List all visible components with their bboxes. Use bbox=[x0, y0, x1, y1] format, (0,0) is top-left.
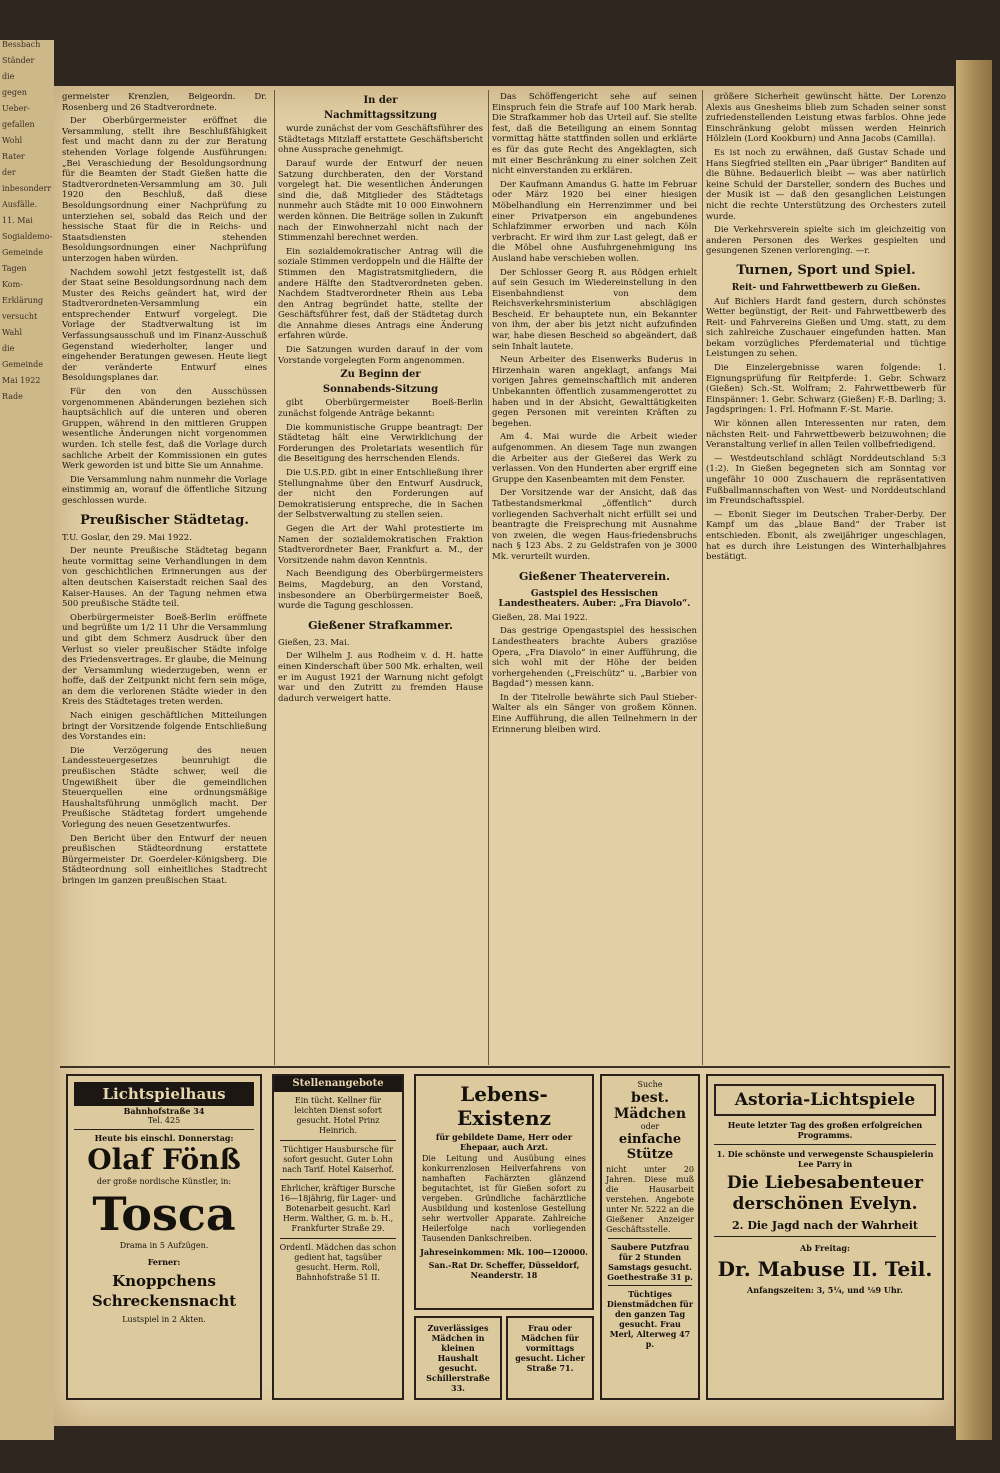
col4-para: — Ebonit Sieger im Deutschen Traber-Derby. Der Kampf um das „blaue Band“ der Traber ist entschieden. Ebonit, als zweijähriger ungeschlagen, hat es durch ihre Leistungen des Winterhalbjahres bestätigt. bbox=[706, 509, 946, 563]
spine-line: Ueber- bbox=[2, 104, 30, 113]
spine-line: Erklärung bbox=[2, 296, 44, 305]
col1-para: Nachdem sowohl jetzt festgestellt ist, daß der Staat seine Besoldungsordnung nach dem Muster des Reichs geändert hat, wird der Stadtverordneten-Versammlung ein entsprechender Entwurf vorgelegt. Die Vorlage der Stadtverwaltung ist im Verfassungsausschuß und im Finanz-Ausschuß Gegenstand wiederholter, langer und eingehender Beratungen gewesen. Heute liegt der veränderte Entwurf eines Besoldungsplanes dar. bbox=[62, 267, 267, 384]
ad-lichtspielhaus bbox=[66, 1074, 262, 1400]
suche-dienst: Tüchtiges Dienstmädchen für den ganzen Tag gesucht. Frau Merl, Alterweg 47 p. bbox=[606, 1289, 694, 1349]
col2-para: gibt Oberbürgermeister Boeß-Berlin zunächst folgende Anträge bekannt: bbox=[278, 398, 483, 420]
column-rule bbox=[702, 90, 703, 1065]
lichtspielhaus-line5: Lustspiel in 2 Akten. bbox=[122, 1315, 206, 1324]
lichtspielhaus-phone: Tel. 425 bbox=[147, 1116, 181, 1125]
col2-para: Die Satzungen wurden darauf in der vom Vorstande vorgelegten Form angenommen. bbox=[278, 345, 483, 366]
ad-lebens-existenz bbox=[414, 1074, 594, 1310]
col1-para: Den Bericht über den Entwurf der neuen preußischen Städteordnung erstattete Bürgermeister Dr. Goerdeler-Königsberg. Die Städteordnung soll einheitliches Stadtrecht bringen im ganzen preußischen Staat. bbox=[62, 833, 267, 886]
sport-subheading: Reit- und Fahrwettbewerb zu Gießen. bbox=[731, 282, 921, 293]
col4-para: Wir können allen Interessenten nur raten, dem nächsten Reit- und Fahrwettbewerb beizuwohnen; die Veranstaltung verlief in allen Teilen vollbefriedigend. bbox=[706, 419, 946, 451]
col1-para: Für den von den Ausschüssen vorgenommenen Abänderungen beziehen sich hauptsächlich auf die unteren und oberen Gruppen, während in den mittleren Gruppen wesentliche Änderungen nicht vorgenommen wurden. Ich stelle fest, daß die Vorlage durch sachliche Arbeit der Kommissionen ein gutes Werk geworden ist und bitte Sie um Annahme. bbox=[62, 387, 267, 472]
col3-para: Der Vorsitzende war der Ansicht, daß das Tatbestandsmerkmal „öffentlich“ durch vorliegenden Sachverhalt nicht erfüllt sei und beantragte die Freisprechung mit Ausnahme von zweien, die wegen Haus-friedensbruchs nach § 123 Abs. 2 zu Geldstrafen von je 3000 Mk. verurteilt wurden. bbox=[492, 488, 697, 562]
ad-suche-maedchen bbox=[600, 1074, 700, 1400]
spine-line: der bbox=[2, 168, 16, 177]
column-rule bbox=[274, 90, 275, 1065]
lichtspielhaus-title: Lichtspielhaus bbox=[74, 1082, 254, 1106]
col3-para: In der Titelrolle bewährte sich Paul Stieber-Walter als ein Sänger von großem Können. Eine Aufführung, die allen Teilnehmern in der Erinnerung bleiben wird. bbox=[492, 692, 697, 735]
col3-dateline: Gießen, 28. Mai 1922. bbox=[492, 612, 588, 623]
column-2 bbox=[278, 92, 483, 1062]
heading-strafkammer: Gießener Strafkammer. bbox=[308, 618, 453, 632]
lichtspielhaus-film: Tosca bbox=[92, 1187, 236, 1241]
col1-dateline: T.U. Goslar, den 29. Mai 1922. bbox=[62, 532, 192, 543]
astoria-line2: 1. Die schönste und verwegenste Schauspielerin Lee Parry in bbox=[716, 1149, 934, 1169]
lichtspielhaus-line2: der große nordische Künstler, in: bbox=[96, 1177, 232, 1186]
suche-sub: oder bbox=[640, 1122, 660, 1131]
spine-line: Rade bbox=[2, 392, 23, 401]
astoria-line4: Ab Freitag: bbox=[800, 1243, 850, 1253]
spine-line: Rater bbox=[2, 152, 25, 161]
column-rule bbox=[488, 90, 489, 1065]
astoria-film2: Dr. Mabuse II. Teil. bbox=[717, 1257, 933, 1281]
col2-para: Der Wilhelm J. aus Rodheim v. d. H. hatte einen Kinderschaft über 500 Mk. erhalten, weil er im August 1921 der Warnung nicht gefolgt war und den Zutritt zu fremden Hause dadurch verweigert hatte. bbox=[278, 651, 483, 704]
stellen-item: Tüchtiger Hausbursche für sofort gesucht. Guter Lohn nach Tarif. Hotel Kaiserhof. bbox=[282, 1145, 394, 1174]
suche-putzfrau: Saubere Putzfrau für 2 Stunden Samstags gesucht. Goethestraße 31 p. bbox=[607, 1242, 693, 1282]
lichtspielhaus-star: Olaf Fönß bbox=[87, 1143, 241, 1176]
column-1 bbox=[62, 92, 267, 1062]
spine-line: Tagen bbox=[2, 264, 27, 273]
lebens-header: Lebens-Existenz bbox=[457, 1082, 551, 1130]
heading-nachmittagssitzung: Nachmittagssitzung bbox=[324, 109, 437, 121]
astoria-times: Anfangszeiten: 3, 5¼, und ⅛9 Uhr. bbox=[747, 1285, 903, 1295]
col4-para: Es ist noch zu erwähnen, daß Gustav Schade und Hans Siegfried stellten ein „Paar übriger“ Banditen auf die Bühne. Bedauerlich bleibt — was aber natürlich keine Schuld der Darsteller, sondern des Buches und der Musik ist — daß den gesanglichen Leistungen nicht die rechte Unterstützung des Orchesters zuteil wurde. bbox=[706, 147, 946, 222]
heading-turnen-sport: Turnen, Sport und Spiel. bbox=[736, 262, 916, 278]
spine-line: die bbox=[2, 72, 15, 81]
ad-stellenangebote bbox=[272, 1074, 404, 1400]
col1-para: Die Versammlung nahm nunmehr die Vorlage einstimmig an, worauf die öffentliche Sitzung geschlossen wurde. bbox=[62, 474, 267, 506]
zuverlaessig-text: Zuverlässiges Mädchen in kleinen Haushalt gesucht. Schillerstraße 33. bbox=[426, 1323, 490, 1393]
col2-intro: In der bbox=[363, 95, 398, 106]
spine-line: Ständer bbox=[2, 56, 35, 65]
spine-line: Gemeinde bbox=[2, 360, 44, 369]
col1-intro: germeister Krenzlen, Beigeordn. Dr. Rosenberg und 26 Stadtverordnete. bbox=[62, 92, 267, 113]
spine-line: Bessbach bbox=[2, 40, 41, 49]
spine-line: versucht bbox=[2, 312, 38, 321]
astoria-title: Astoria-Lichtspiele bbox=[714, 1084, 936, 1116]
col2-para: wurde zunächst der vom Geschäftsführer des Städtetags Mitzlaff erstattete Geschäftsbericht ohne Aussprache genehmigt. bbox=[278, 124, 483, 156]
col3-para: Am 4. Mai wurde die Arbeit wieder aufgenommen. An diesem Tage nun zwangen die Arbeiter aus der Gießerei das Werk zu verlassen. Von den Hunderten aber ergriff eine Gruppe den Kasenbeamten mit dem Fenster. bbox=[492, 432, 697, 485]
spine-line: Wahl bbox=[2, 328, 23, 337]
spine-line: Kom- bbox=[2, 280, 23, 289]
lebens-sub: für gebildete Dame, Herr oder Ehepaar, auch Arzt. bbox=[435, 1132, 573, 1152]
lichtspielhaus-line1: Heute bis einschl. Donnerstag: bbox=[94, 1133, 234, 1143]
spine-line: Wohl bbox=[2, 136, 23, 145]
astoria-line1: Heute letzter Tag des großen erfolgreichen Programms. bbox=[727, 1120, 923, 1140]
ad-section-rule bbox=[60, 1066, 950, 1068]
col2-para: Die kommunistische Gruppe beantragt: Der Städtetag hält eine Verwirklichung der Forderungen des Proletariats wesentlich für die Beseitigung des herrschenden Elends. bbox=[278, 422, 483, 465]
col1-para: Oberbürgermeister Boeß-Berlin eröffnete und begrüßte um 1/2 11 Uhr die Versammlung und gibt dem Schmerz Ausdruck über den Verlust so vieler preußischer Städte infolge des Friedensvertrages. Er glaube, die Meinung der Versammlung wiederzugeben, wenn er hoffe, daß der Zeitpunkt nicht fern sein möge, an dem die verlorenen Städte wieder in den Kreis des Städtetages treten werden. bbox=[62, 612, 267, 708]
lebens-footer: San.-Rat Dr. Scheffer, Düsseldorf, Neanderstr. 18 bbox=[428, 1260, 580, 1280]
spine-line: Ausfälle. bbox=[2, 200, 38, 209]
ad-astoria-lichtspiele bbox=[706, 1074, 944, 1400]
lebens-income: Jahreseinkommen: Mk. 100—120000. bbox=[420, 1247, 588, 1257]
stellen-item: Ein tücht. Kellner für leichten Dienst sofort gesucht. Hotel Prinz Heinrich. bbox=[294, 1096, 382, 1135]
lichtspielhaus-address: Bahnhofstraße 34 bbox=[123, 1106, 205, 1116]
page-edge bbox=[956, 60, 992, 1440]
spine-line: gegen bbox=[2, 88, 27, 97]
col1-para: Der neunte Preußische Städtetag begann heute vormittag seine Verhandlungen in dem von geschichtlichen Erinnerungen aus der alten deutschen Kaiserstadt reichen Saal des Kaiser-Hauses. An der Tagung nehmen etwa 500 preußische Städte teil. bbox=[62, 546, 267, 610]
col1-para: Die Verzögerung des neuen Landessteuergesetzes beunruhigt die preußischen Städte schwer, weil die Ungewißheit über die gemeindlichen Steuerquellen eine ordnungsmäßige Haushaltsführung unmöglich macht. Der Preußische Städtetag fordert umgehende Vorlegung des neuen Gesetzentwurfes. bbox=[62, 745, 267, 830]
astoria-line3: 2. Die Jagd nach der Wahrheit bbox=[732, 1219, 918, 1232]
ad-zuverlaessiges-maedchen bbox=[414, 1316, 502, 1400]
heading-sonnabends-sitzung: Sonnabends-Sitzung bbox=[322, 383, 439, 395]
spine-line: die bbox=[2, 344, 15, 353]
col4-para: Die Verkehrsverein spielte sich im gleichzeitig von anderen Personen des Werkes gespielten und gesungenen Szenen verlorenging. —r. bbox=[706, 225, 946, 257]
col4-para: größere Sicherheit gewünscht hätte. Der Lorenzo Alexis aus Gnesheims blieb zum Schaden seiner sonst zufriedenstellenden Leistung etwas farblos. Ohne jede Einschränkung gelobt müssen werden Heinrich Hölzlein (Lord Kookburn) und Anna Jacobs (Camilla). bbox=[706, 92, 946, 145]
frau-text: Frau oder Mädchen für vormittags gesucht. Licher Straße 71. bbox=[515, 1323, 585, 1373]
spine-line: Gemeinde bbox=[2, 248, 44, 257]
suche-title: best. Mädchen bbox=[613, 1090, 687, 1122]
suche-body: nicht unter 20 Jahren. Diese muß die Hausarbeit verstehen. Angebote unter Nr. 5222 an die Gießener Anzeiger Geschäftsstelle. bbox=[606, 1165, 694, 1234]
stellen-item: Ehrlicher, kräftiger Bursche 16—18jährig, für Lager- und Botenarbeit gesucht. Karl Herm. Walther, G. m. b. H., Frankfurter Straße 29. bbox=[279, 1184, 397, 1233]
col2-para: Ein sozialdemokratischer Antrag will die soziale Stimmen verdoppeln und die Hälfte der Stimmen den Magistratsmitgliedern, die andere Hälfte den Stadtverordneten geben. Nachdem Stadtverordneter Rhein aus Leba den Antrag begründet hatte, stellte der Geschäftsführer fest, daß der Städtetag durch die Annahme dieses Antrags eine Änderung erfahren würde. bbox=[278, 246, 483, 342]
stellen-madchen: Ordentl. Mädchen das schon gedient hat, tagsüber gesucht. Herm. Roll, Bahnhofstraße 51 II. bbox=[279, 1243, 397, 1282]
col1-para: Der Oberbürgermeister eröffnet die Versammlung, stellt ihre Beschlußfähigkeit fest und macht dann zu der zur Beratung stehenden Vorlage folgende Ausführungen: „Bei Veraschiedung der Besoldungsordnung für die Beamten der Stadt Gießen hatte die Stadtverordneten-Versammlung am 30. Juli 1920 den Beschluß, daß diese Besoldungsordnung einer Nachprüfung zu unterziehen sei, sobald das Reich und der hessische Staat für die in Reichs- und Staatsdiensten stehenden Besoldungsordnungen einer Nachprüfung unterzogen haben würden. bbox=[62, 116, 267, 264]
spine-line: 11. Mai bbox=[2, 216, 33, 225]
stellen-header: Stellenangebote bbox=[274, 1076, 402, 1092]
col3-para: Das Schöffengericht sehe auf seinen Einspruch fein die Strafe auf 100 Mark herab. Die Strafkammer hob das Urteil auf. Sie stellte fest, daß die Beteiligung an einem Sonntag vormittag hätte stattfinden sollen und erklärte es für das gute Recht des Angeklagten, sich mit einer Beschränkung zu einer solchen Zeit nicht einverstanden zu erklären. bbox=[492, 92, 697, 177]
heading-theaterverein: Gießener Theaterverein. bbox=[519, 569, 670, 583]
col2-dateline: Gießen, 23. Mai. bbox=[278, 637, 350, 648]
adjacent-page-strip bbox=[0, 40, 54, 1440]
astoria-film: Die Liebesabenteuer derschönen Evelyn. bbox=[726, 1173, 924, 1214]
col4-para: — Westdeutschland schlägt Norddeutschland 5:3 (1:2). In Gießen begegneten sich am Sonntag vor ungefähr 10 000 Zuschauern die repräsentativen Fußballmannschaften von West- und Norddeutschland im Freundschaftsspiel. bbox=[706, 453, 946, 507]
column-4 bbox=[706, 92, 946, 1062]
spine-line: Sogialdemo- bbox=[2, 232, 53, 241]
col3-para: Das gestrige Opengastspiel des hessischen Landestheaters brachte Aubers graziöse Opera, „Fra Diavolo“ in einer Aufführung, die sich wohl mit der Höhe der beiden vorhergehenden („Freischütz“ u. „Barbier von Bagdad“) messen kann. bbox=[492, 626, 697, 690]
col3-para: Der Kaufmann Amandus G. hatte im Februar oder März 1920 bei einer hiesigen Möbelhandlung ein Herrenzimmer und bei einer Privatperson ein angebundenes Schlafzimmer erworben und nach Köln verbracht. Er wird ihm zur Last gelegt, daß er die Möbel ohne Ausfuhrgenehmigung ins Ausland habe verschieben wollen. bbox=[492, 179, 697, 264]
ad-frau-oder-maedchen bbox=[506, 1316, 594, 1400]
suche-top: Suche bbox=[637, 1080, 663, 1089]
col2-para: Gegen die Art der Wahl protestierte im Namen der sozialdemokratischen Fraktion Stadtverordneter Baer, Frankfurt a. M., der Vorsitzende nahm davon Kenntnis. bbox=[278, 523, 483, 566]
article-heading-staedtetag: Preußischer Städtetag. bbox=[80, 512, 249, 528]
col3-para: Neun Arbeiter des Eisenwerks Buderus in Hirzenhain waren angeklagt, anfangs Mai vorigen Jahres gemeinschaftlich mit anderen Unbekannten öffentlich zusammengerottet zu haben und in der Absicht, Gewalttätigkeiten gegen Personen mit vereinten Kräften zu begehen. bbox=[492, 355, 697, 429]
spine-line: Mai 1922 bbox=[2, 376, 41, 385]
col2-para: Darauf wurde der Entwurf der neuen Satzung durchberaten, den der Vorstand vorgelegt hat. Die wesentlichen Änderungen sind die, daß Mitglieder des Städtetags nunmehr auch Städte mit 10 000 Einwohnern werden können. Die Beiträge sollen in Zukunft nach der Einwohnerzahl nicht nach der Stimmenzahl berechnet werden. bbox=[278, 158, 483, 244]
suche-title2: einfache Stütze bbox=[618, 1132, 682, 1162]
lichtspielhaus-film2: Knoppchens Schreckensnacht bbox=[91, 1272, 237, 1310]
spine-line: gefallen bbox=[2, 120, 35, 129]
theater-subheading: Gastspiel des Hessischen Landestheaters. Auber: „Fra Diavolo“. bbox=[498, 588, 691, 610]
spine-line: inbesonderr bbox=[2, 184, 52, 193]
column-3 bbox=[492, 92, 697, 1062]
col4-para: Die Einzelergebnisse waren folgende: 1. Eignungsprüfung für Reitpferde: 1. Gebr. Schwarz (Gießen) Sch.-St. Wolfram; 2. Fahrwettbewerb für Einspänner: 1. Gebr. Schwarz (Gießen) F.-B. Darling; 3. Jagdspringen: 1. Frl. Hofmann F.-St. Marie. bbox=[706, 363, 946, 416]
col1-para: Nach einigen geschäftlichen Mitteilungen bringt der Vorsitzende folgende Entschließung des Vorstandes ein: bbox=[62, 711, 267, 743]
lichtspielhaus-line3: Drama in 5 Aufzügen. bbox=[119, 1241, 209, 1250]
lebens-body: Die Leitung und Ausübung eines konkurrenzlosen Heilverfahrens von namhaften Fachärzten glänzend begutachtet, ist für Gießen sofort zu vergeben. Gründliche fachärztliche Ausbildung und kostenlose Gestellung sehr wertvoller Apparate. Zahlreiche Heilerfolge nach vorliegenden Tausenden Dankschreiben. bbox=[422, 1154, 586, 1243]
col2-para: Nach Beendigung des Oberbürgermeisters Beims, Magdeburg, an den Vorstand, insbesondere an Oberbürgermeister Boeß, wurde die Tagung geschlossen. bbox=[278, 569, 483, 612]
col4-para: Auf Bichlers Hardt fand gestern, durch schönstes Wetter begünstigt, der Reit- und Fahrwettbewerb des Reit- und Fahrvereins Gießen und Umg. statt, zu dem sich zahlreiche Zuschauer eingefunden hatten. Man bekam vorzügliches Pferdematerial und tüchtige Leistungen zu sehen. bbox=[706, 296, 946, 360]
col3-para: Der Schlosser Georg R. aus Rödgen erhielt auf sein Gesuch im Wiedereinstellung in den Eisenbahndienst von dem Reichsverkehrsministerium abschlägigen Bescheid. Er behauptete nun, ein Bekannter von ihm, der aber bis jetzt nicht aufzufinden war, habe diesen Bescheid so abgeändert, daß sein Inhalt lautete. bbox=[492, 267, 697, 352]
lichtspielhaus-line4: Ferner: bbox=[147, 1257, 181, 1267]
heading-zu-beginn: Zu Beginn der bbox=[340, 369, 421, 381]
col2-para: Die U.S.P.D. gibt in einer Entschließung ihrer Stellungnahme über den Entwurf Ausdruck, der nicht den Forderungen auf Demokratisierung entspreche, die in Sachen der Selbstverwaltung zu stellen seien. bbox=[278, 468, 483, 521]
